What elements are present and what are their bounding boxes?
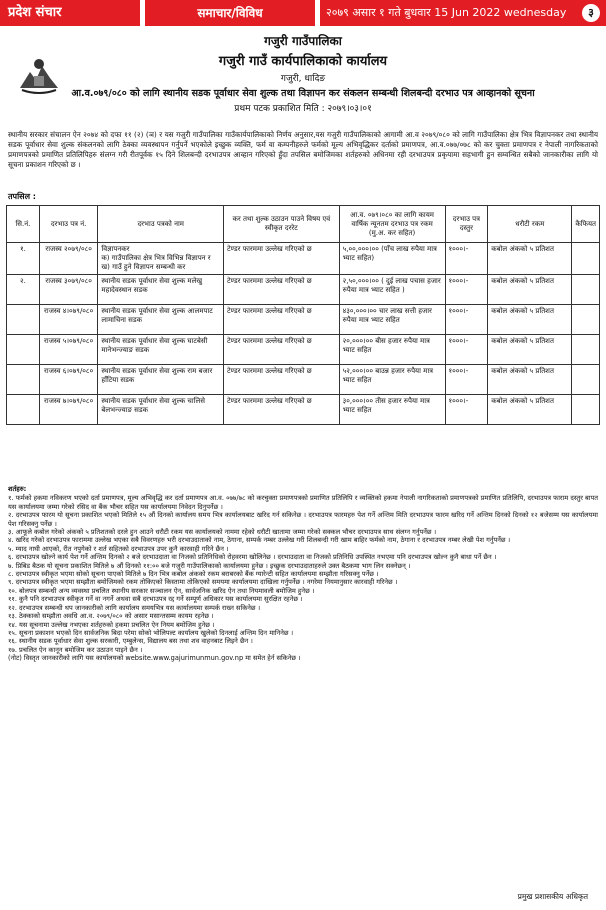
table-cell-amount: ५,००,०००।०० (पाँच लाख रुपैया मात्र भ्याट सहित) (339, 243, 445, 275)
table-cell-sn (7, 365, 40, 395)
table-cell-fee: १०००।- (445, 365, 488, 395)
office-address: गजुरी, धादिङ (280, 74, 326, 84)
municipality-name: गजुरी गाउँपालिका (264, 34, 342, 48)
col-header: धरौटी रकम (488, 206, 572, 243)
table-header-row (7, 206, 600, 243)
section-name: प्रदेश संचार (0, 0, 140, 26)
table-cell-rate: टेण्डर फारममा उल्लेख गरिएको छ (224, 365, 340, 395)
table-row (7, 275, 600, 305)
condition-item: १७. प्रचलित ऐन कानून बमोजिम कर उठाउन पाइने छैन । (8, 645, 143, 654)
table-cell-amount: ४३०,०००।०० चार लाख सत्ती हजार रुपैया मात्र भ्याट सहित (339, 305, 445, 335)
table-cell-no: राजस्व ७।०७९/०८० (39, 395, 98, 425)
table-cell-no: राजस्व ४।०७९/०८० (39, 305, 98, 335)
table-cell-remark (572, 243, 600, 275)
col-header: आ.व. ०७९।०८० का लागि कायम वार्षिक न्यूनतम दरभाउ पत्र रकम (मु.अ. कर सहित) (339, 206, 445, 243)
col-header: कर तथा शुल्क उठाउन पाउने विषय एवं स्वीकृत दररेट (224, 206, 340, 243)
condition-item: १६. स्थानीय सडक पूर्वाधार सेवा शुल्क सरकारी, एम्बुलेन्स, विद्यालय बस तथा शव वाहनबाट लिइने छैन । (8, 637, 253, 646)
condition-item: २. दरभाउपत्र फारम यो सूचना प्रकाशित भएको मितिले १५ औं दिनको कार्यालय समय भित्र कार्यालयबाट खरिद गर्न सकिनेछ । दरभाउपत्र फारमहरु पेश गर्ने अन्तिम मिति दरभाउपत्र फारम खरिद गर्ने अन्तिम दिनको दिनको १२ बजेसम्म यस कार्यालयमा पेश गरिसक्नु पर्नेछ । (8, 511, 598, 528)
table-cell-amount: २०,०००।०० बीस हजार रुपैया मात्र भ्याट सहित (339, 335, 445, 365)
condition-item: (नोट) विस्तृत जानकारीको लागि यस कार्यालयको website.www.gajurimunmun.gov.np मा समेत हेर्न सकिनेछ । (8, 654, 301, 663)
col-header: दरभाउ पत्र दस्तुर (445, 206, 488, 243)
table-cell-amount: ५२,०००।०० बाउन्न हजार रुपैया मात्र भ्याट सहित (339, 365, 445, 395)
table-cell-fee: १०००।- (445, 275, 488, 305)
table-cell-name: स्थानीय सडक पूर्वाधार सेवा शुल्क चालिसे बेलभन्ज्याङ सडक (98, 395, 224, 425)
table-cell-rate: टेण्डर फारममा उल्लेख गरिएको छ (224, 335, 340, 365)
table-cell-no: राजस्व ५।०७९/०८० (39, 335, 98, 365)
notice-title: आ.व.०७९/०८० को लागि स्थानीय सडक पूर्वाधार सेवा शुल्क तथा विज्ञापन कर संकलन सम्बन्धी शिलबन्दी दरभाउ पत्र आव्हानको सूचना (71, 88, 535, 99)
table-cell-remark (572, 305, 600, 335)
table-cell-deposit: कबोल अंकको ५ प्रतिशत (488, 275, 572, 305)
table-row (7, 305, 600, 335)
table-cell-sn: २. (7, 275, 40, 305)
condition-item: ८. दरभाउपत्र स्वीकृत भएमा सोको सूचना पाएको मितिले ७ दिन भित्र कबोल अंकको रकम बराबरको बैंक ग्यारेन्टी सहित कार्यालयमा सम्झौता गरिसक्नु पर्नेछ । (8, 570, 379, 579)
table-cell-rate: टेण्डर फारममा उल्लेख गरिएको छ (224, 243, 340, 275)
table-cell-deposit: कबोल अंकको ५ प्रतिशत (488, 335, 572, 365)
condition-item: १५. सूचना प्रकाशन भएको दिन सार्वजनिक बिदा परेमा सोको भोलिपल्ट कार्यालय खुलेको दिनलाई अन्तिम दिन मानिनेछ । (8, 628, 294, 637)
condition-item: १. फर्मको हकमा नविकरण भएको दर्ता प्रमाणपत्र, मूल्य अभिवृद्धि कर दर्ता प्रमाणपत्र आ.व. ०७७/७८ को करचुक्ता प्रमाणपत्रको प्रमाणित प्रतिलिपि र व्यक्तिको हकमा नेपाली नागरिकताको प्रमाणपत्रको प्रमाणित प्रतिलिपि, दरभाउपत्र फाराम दस्तुर बापत यस कार्यालयमा जम्मा गरेको रसिद वा बैंक भौचर सहित यस कार्यालयमा निवेदन दिनुपर्नेछ । (8, 494, 598, 511)
table-row (7, 365, 600, 395)
condition-item: १०. बोलपत्र सम्बन्धी अन्य व्यवस्था प्रचलित स्थानीय सरकार सञ्चालन ऐन, सार्वजनिक खरिद ऐन तथा नियमावली बमोजिम हुनेछ । (8, 586, 315, 595)
table-cell-no: राजस्व ३०७९/०८० (39, 275, 98, 305)
table-cell-name: स्थानीय सडक पूर्वाधार सेवा शुल्क मलेखु महादेवस्थान सडक (98, 275, 224, 305)
condition-item: १२. दरभाउपत्र सम्बन्धी थप जानकारीको लागि कार्यालय समयभित्र यस कार्यालयमा सम्पर्क राख्न सकिनेछ । (8, 603, 261, 612)
page-number: ३ (582, 4, 600, 22)
col-header: कैफियत (572, 206, 600, 243)
condition-item: ३. आफूले कबोल गरेको अंकको ५ प्रतिशतको दरले हुन आउने धरौटी रकम यस कार्यालयको नाममा रहेको धरौटी खातामा जम्मा गरेको सक्कल भौचर दरभाउपत्र साथ संलग्न गर्नुपर्नेछ । (8, 528, 437, 537)
publish-date: प्रथम पटक प्रकाशित मिति : २०७९।०३।०१ (234, 104, 372, 114)
table-cell-sn (7, 395, 40, 425)
table-cell-deposit: कबोल अंकको ५ प्रतिशत (488, 305, 572, 335)
table-cell-fee: १०००।- (445, 243, 488, 275)
table-cell-no: राजस्व २०७९/०८० (39, 243, 98, 275)
condition-item: १४. यस सूचनामा उल्लेख नभएका शर्तहरुको हकमा प्रचलित ऐन नियम बमोजिम हुनेछ । (8, 620, 215, 629)
table-cell-amount: २,५०,०००।०० ( दुई लाख पचास हजार रुपैया मात्र भ्याट सहित ) (339, 275, 445, 305)
table-cell-sn (7, 335, 40, 365)
table-cell-name: स्थानीय सडक पूर्वाधार सेवा शुल्क आलमपाट लामाचिना सडक (98, 305, 224, 335)
office-name: गजुरी गाउँ कार्यपालिकाको कार्यालय (218, 54, 388, 69)
condition-item: ५. म्याद नाघी आएको, रीत नपुगेको र शर्त सहितको दरभाउपत्र उपर कुनै कारवाही गरिने छैन । (8, 544, 229, 553)
table-cell-rate: टेण्डर फारममा उल्लेख गरिएको छ (224, 275, 340, 305)
table-cell-remark (572, 365, 600, 395)
col-header: सि.नं. (7, 206, 40, 243)
table-cell-sn: १. (7, 243, 40, 275)
table-cell-remark (572, 275, 600, 305)
table-row (7, 395, 600, 425)
table-cell-deposit: कबोल अंकको ५ प्रतिशत (488, 365, 572, 395)
table-cell-fee: १०००।- (445, 395, 488, 425)
table-cell-name: स्थानीय सडक पूर्वाधार सेवा शुल्क घाटबेसी मानेभन्ज्याङ सडक (98, 335, 224, 365)
table-cell-remark (572, 395, 600, 425)
table-row (7, 335, 600, 365)
signature-block: प्रमुख प्रशासकीय अधिकृत (517, 892, 588, 901)
table-cell-no: राजस्व ६।०७९/०८० (39, 365, 98, 395)
condition-item: ७. प्रिबिड बैठक यो सूचना प्रकाशित मितिले ७ औं दिनको ११:०० बजे गजुरी गाउँपालिकाको कार्यालयमा हुनेछ । इच्छुक दरभाउदाताहरुले उक्त बैठकमा भाग लिन सक्नेछन् । (8, 561, 411, 570)
office-block (0, 30, 606, 114)
tender-table (6, 205, 600, 425)
table-cell-sn (7, 305, 40, 335)
intro-paragraph: स्थानीय सरकार संचालन ऐन २०७४ को दफा ११ (२) (ञ) र यस गजुरी गाउँपालिका गाउँकार्यपालिकाको निर्णय अनुसार,यस गजुरी गाउँपालिकाको आगामी आ.व २०७९/०८० को लागि गाउँपालिका क्षेत्र भित्र विज्ञापनकर तथा स्थानीय सडक पूर्वाधार सेवा शुल्क संकलनको लागि ठेक्का व्यवस्थापन गर्नुपर्ने भएकोले इच्छुक व्यक्ति, फर्म वा कम्पनीहरुले फर्मको मूल्य अभिवृद्धिकर दर्ताको प्रमाणपत्र, आ.व.०७७/०७८ को कर चुक्ता प्रमाणपत्र र नेपाली नागरिकताको प्रमाणपत्रको प्रमाणित प्रतिलिपिहरु संलग्न गरी रीतपूर्वक १५ दिने शिलबन्दी दरभाउपत्र आव्हान गरिएको हुँदा तपसिल बमोजिमका शर्तहरुको अधिनमा रही दरभाउपत्र प्रकृयामा सहभागी हुन सम्वन्धित सबैको जानकारीका लागि यो सूचना प्रकाशन गरिएको छ । (8, 130, 598, 169)
table-cell-name: स्थानीय सडक पूर्वाधार सेवा शुल्क राम बजार हाँटिया सडक (98, 365, 224, 395)
issue-date: २०७९ असार १ गते बुधवार 15 Jun 2022 wednesday (320, 0, 606, 26)
conditions-heading: शर्तहरु: (8, 485, 27, 493)
condition-item: ६. दरभाउपत्र खोल्ने कार्य पेश गर्ने अन्तिम दिनको २ बजे दरभाउदाता वा निजको प्रतिनिधिको रोहवरमा खोलिनेछ । दरभाउदाता वा निजको प्रतिनिधि उपस्थित नभएमा पनि दरभाउपत्र खोल्न कुनै बाधा पर्ने छैन । (8, 553, 497, 562)
table-row (7, 243, 600, 275)
table-cell-amount: ३०,०००।०० तीस हजार रुपैया मात्र भ्याट सहित (339, 395, 445, 425)
category-name: समाचार/विविध (145, 0, 315, 26)
table-cell-rate: टेण्डर फारममा उल्लेख गरिएको छ (224, 395, 340, 425)
table-cell-deposit: कबोल अंकको ५ प्रतिशत (488, 395, 572, 425)
table-cell-fee: १०००।- (445, 335, 488, 365)
condition-item: ९. दरभाउपत्र स्वीकृत भएमा सम्झौता बमोजिमको रकम तोकिएको किस्तामा तोकिएको समयमा कार्यालयमा दाखिला गर्नुपर्नेछ । नगरेमा नियमानुसार कारवाही गरिनेछ । (8, 578, 398, 587)
table-cell-rate: टेण्डर फारममा उल्लेख गरिएको छ (224, 305, 340, 335)
table-cell-name: विज्ञापनकर क) गाउँपालिका क्षेत्र भित्र विभिन्न विज्ञापन र ख) गाउँ हुने विज्ञापन सम्बन्धी कर (98, 243, 224, 275)
condition-item: ४. खरिद गरेको दरभाउपत्र फाराममा उल्लेख भएका सबै विवरणहरु भरी दरभाउदाताको नाम, ठेगाना, सम्पर्क नम्बर उल्लेख गरी शिलबन्दी गरी खाम बाहिर फर्मको नाम, ठेगाना र दरभाउपत्र नम्बर लेखी पेश गर्नुपर्नेछ । (8, 536, 511, 545)
col-header: दरभाउ पत्र नं. (39, 206, 98, 243)
table-cell-remark (572, 335, 600, 365)
table-cell-fee: १०००।- (445, 305, 488, 335)
condition-item: १३. ठेक्काको सम्झौता अवधि आ.व. २०७९/०८० को असार मसान्तसम्म कायम रहनेछ । (8, 612, 214, 621)
col-header: दरभाउ पत्रको नाम (98, 206, 224, 243)
table-label: तपसिल : (8, 192, 36, 201)
table-cell-deposit: कबोल अंकको ५ प्रतिशत (488, 243, 572, 275)
conditions-section (8, 485, 598, 663)
condition-item: ११. कुनै पनि दरभाउपत्र स्वीकृत गर्ने वा नगर्ने अथवा सबै दरभाउपत्र रद्द गर्ने सम्पूर्ण अधिकार यस कार्यालयमा सुरक्षित रहनेछ । (8, 595, 303, 604)
newspaper-header (0, 0, 606, 26)
